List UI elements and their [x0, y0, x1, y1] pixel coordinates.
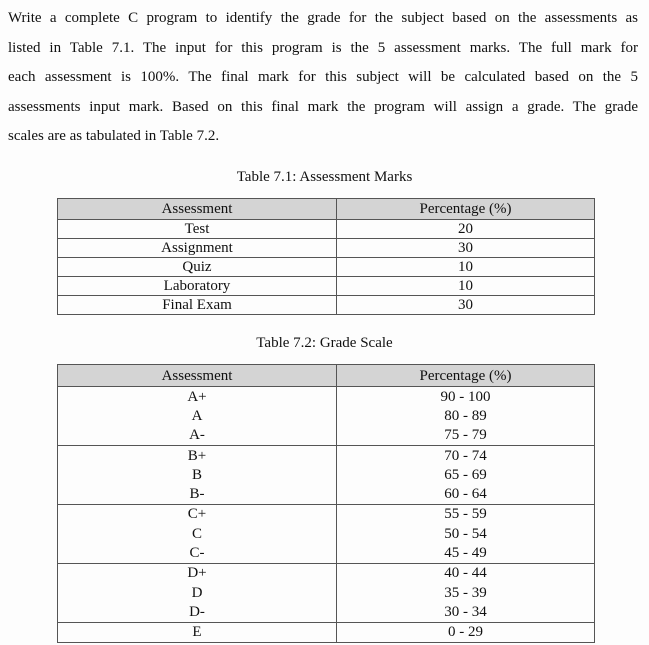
paragraph-line: listed in Table 7.1. The input for this program is the 5 assessment marks. The full mark for [8, 39, 638, 56]
paragraph-line: each assessment is 100%. The final mark for this subject will be calculated based on the 5 [8, 69, 638, 85]
problem-statement [8, 7, 638, 155]
percentage-cell: 90 - 100 [337, 387, 595, 407]
assessment-cell: D- [58, 602, 337, 622]
percentage-cell: 65 - 69 [337, 465, 595, 484]
table-row [58, 484, 595, 504]
assessment-cell: B [58, 465, 337, 484]
assessment-cell: D+ [58, 563, 337, 583]
table-row [58, 583, 595, 602]
table-7-2-caption: Table 7.2: Grade Scale [256, 335, 393, 351]
percentage-cell: 55 - 59 [337, 504, 595, 524]
assessment-cell: C- [58, 543, 337, 563]
grade-scale-table [57, 364, 595, 643]
percentage-cell: 30 [337, 296, 595, 315]
column-header-assessment: Assessment [58, 199, 337, 220]
table-row [58, 602, 595, 622]
column-header-percentage: Percentage (%) [337, 365, 595, 387]
assessment-cell: Final Exam [58, 296, 337, 315]
table-row [58, 622, 595, 642]
assessment-cell: A [58, 406, 337, 425]
table-row [58, 406, 595, 425]
percentage-cell: 50 - 54 [337, 524, 595, 543]
table-row [58, 296, 595, 315]
assessment-marks-table [57, 198, 595, 315]
assessment-cell: B- [58, 484, 337, 504]
assessment-cell: Assignment [58, 239, 337, 258]
percentage-cell: 60 - 64 [337, 484, 595, 504]
percentage-cell: 70 - 74 [337, 445, 595, 465]
table-row [58, 563, 595, 583]
percentage-cell: 75 - 79 [337, 426, 595, 446]
assessment-cell: A- [58, 426, 337, 446]
table-row [58, 239, 595, 258]
percentage-cell: 80 - 89 [337, 406, 595, 425]
percentage-cell: 20 [337, 220, 595, 239]
column-header-percentage: Percentage (%) [337, 199, 595, 220]
table-row [58, 504, 595, 524]
table-row [58, 277, 595, 296]
paragraph-line: assessments input mark. Based on this final mark the program will assign a grade. The grade [8, 98, 638, 115]
percentage-cell: 45 - 49 [337, 543, 595, 563]
table-row [58, 543, 595, 563]
percentage-cell: 10 [337, 277, 595, 296]
table-row [58, 445, 595, 465]
table-7-1-caption: Table 7.1: Assessment Marks [236, 169, 413, 185]
percentage-cell: 0 - 29 [337, 622, 595, 642]
assessment-cell: Test [58, 220, 337, 239]
table-row [58, 220, 595, 239]
table-row [58, 387, 595, 407]
assessment-cell: Quiz [58, 258, 337, 277]
column-header-assessment: Assessment [58, 365, 337, 387]
percentage-cell: 30 [337, 239, 595, 258]
percentage-cell: 30 - 34 [337, 602, 595, 622]
table-row [58, 258, 595, 277]
assessment-cell: C [58, 524, 337, 543]
assessment-cell: D [58, 583, 337, 602]
table-row [58, 465, 595, 484]
percentage-cell: 10 [337, 258, 595, 277]
assessment-cell: C+ [58, 504, 337, 524]
table-row [58, 524, 595, 543]
table-row [58, 426, 595, 446]
assessment-cell: B+ [58, 445, 337, 465]
assessment-cell: A+ [58, 387, 337, 407]
paragraph-line: Write a complete C program to identify the grade for the subject based on the assessments as [8, 10, 638, 26]
percentage-cell: 35 - 39 [337, 583, 595, 602]
assessment-cell: Laboratory [58, 277, 337, 296]
assessment-cell: E [58, 622, 337, 642]
paragraph-line: scales are as tabulated in Table 7.2. [8, 128, 220, 144]
percentage-cell: 40 - 44 [337, 563, 595, 583]
